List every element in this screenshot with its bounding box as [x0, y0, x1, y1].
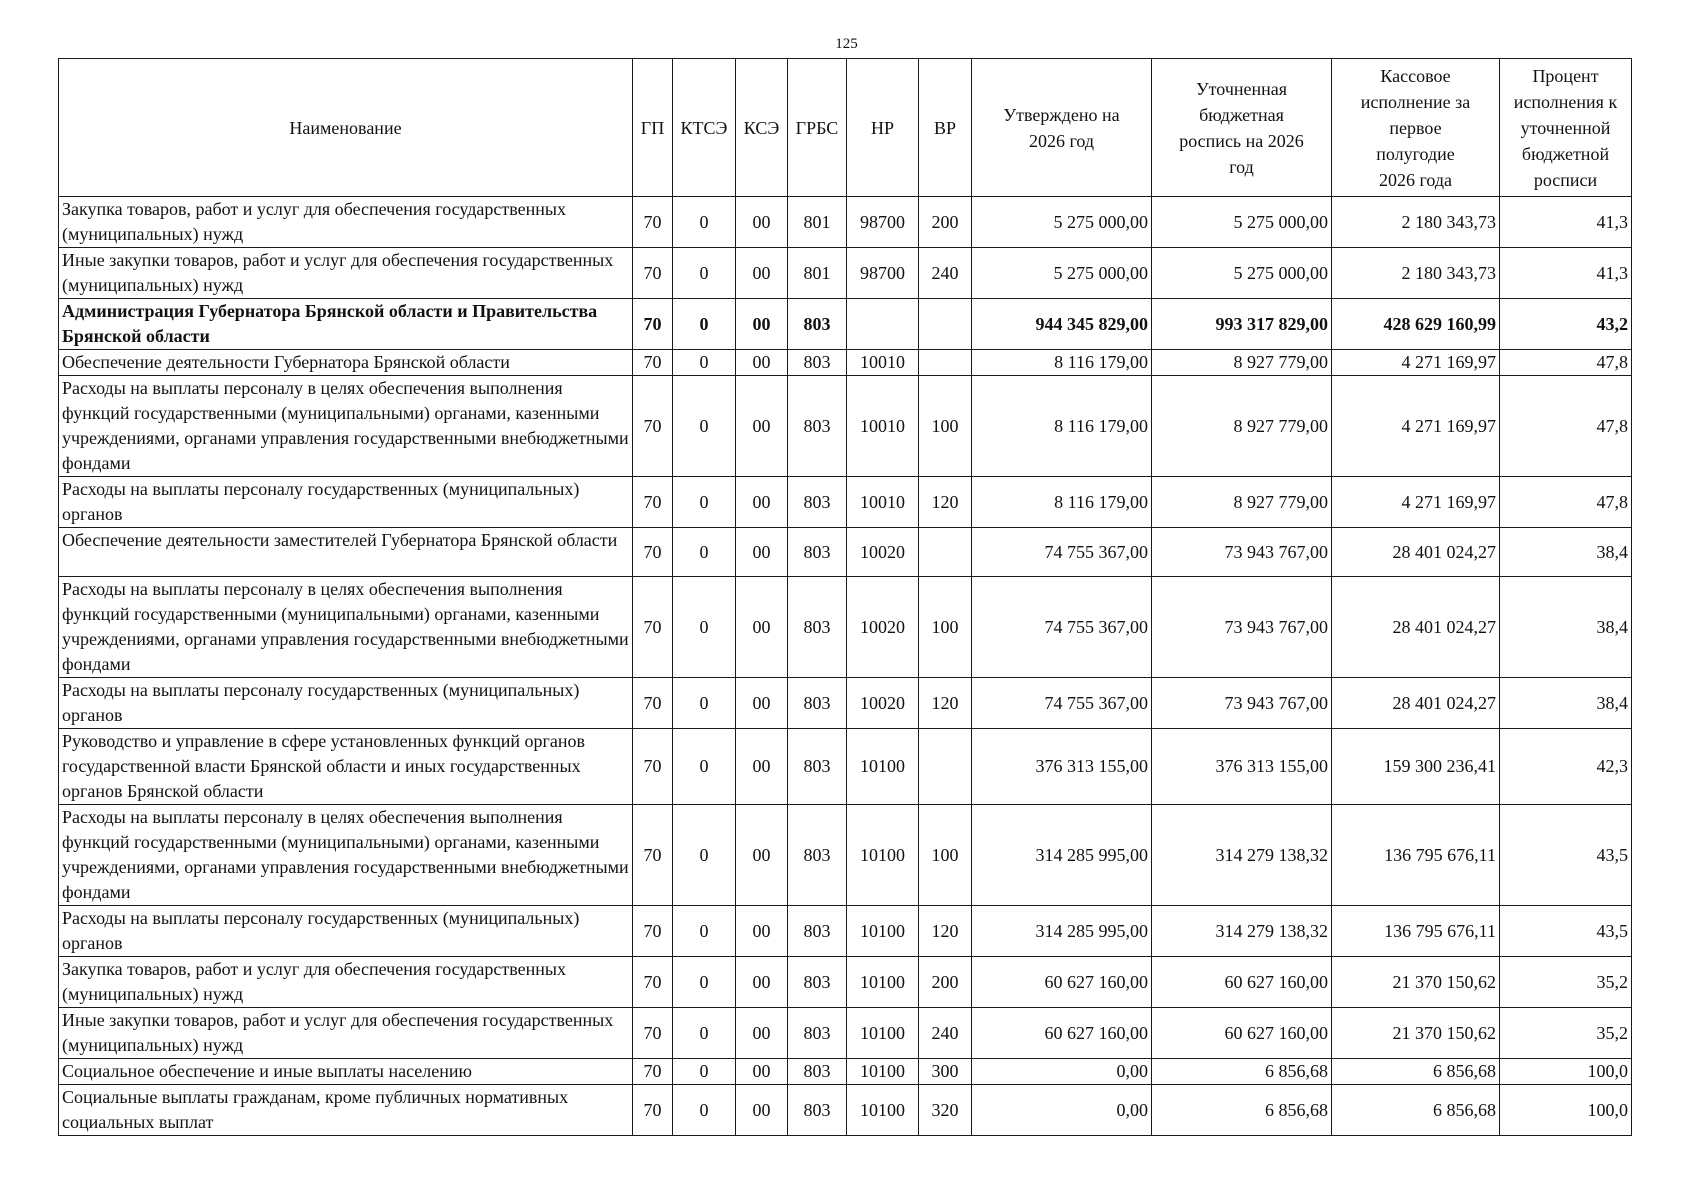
cell-refined: 8 927 779,00: [1152, 477, 1332, 528]
cell-grbs: 803: [788, 299, 847, 350]
cell-kse: 00: [736, 678, 788, 729]
table-row: [59, 197, 1632, 248]
cell-approved: 74 755 367,00: [972, 678, 1152, 729]
page-number: 125: [835, 36, 858, 52]
cell-vr: 320: [919, 1085, 972, 1136]
cell-nr: 10020: [847, 528, 919, 577]
cell-kse: 00: [736, 957, 788, 1008]
cell-cash: 2 180 343,73: [1332, 248, 1500, 299]
cell-grbs: 803: [788, 906, 847, 957]
cell-vr: 200: [919, 957, 972, 1008]
cell-vr: 100: [919, 577, 972, 678]
cell-grbs: 803: [788, 1085, 847, 1136]
table-header: [59, 59, 1632, 197]
cell-name: Закупка товаров, работ и услуг для обеспечения государственных (муниципальных) нужд: [59, 957, 633, 1008]
cell-nr: 10100: [847, 1008, 919, 1059]
cell-kse: 00: [736, 729, 788, 805]
cell-vr: [919, 350, 972, 376]
cell-name: Руководство и управление в сфере установленных функций органов государственной власти Брянской области и иных государственных органов Брянской области: [59, 729, 633, 805]
cell-percent: 38,4: [1500, 577, 1632, 678]
cell-name: Обеспечение деятельности заместителей Губернатора Брянской области: [59, 528, 633, 577]
cell-grbs: 803: [788, 577, 847, 678]
cell-name: Закупка товаров, работ и услуг для обеспечения государственных (муниципальных) нужд: [59, 197, 633, 248]
cell-name: Иные закупки товаров, работ и услуг для обеспечения государственных (муниципальных) нужд: [59, 248, 633, 299]
cell-cash: 28 401 024,27: [1332, 577, 1500, 678]
cell-gp: 70: [633, 197, 673, 248]
cell-refined: 314 279 138,32: [1152, 805, 1332, 906]
cell-gp: 70: [633, 805, 673, 906]
cell-percent: 38,4: [1500, 678, 1632, 729]
cell-grbs: 803: [788, 729, 847, 805]
cell-kse: 00: [736, 1059, 788, 1085]
cell-kse: 00: [736, 477, 788, 528]
cell-grbs: 801: [788, 197, 847, 248]
cell-approved: 74 755 367,00: [972, 528, 1152, 577]
cell-cash: 159 300 236,41: [1332, 729, 1500, 805]
cell-approved: 8 116 179,00: [972, 376, 1152, 477]
cell-cash: 6 856,68: [1332, 1059, 1500, 1085]
cell-kse: 00: [736, 906, 788, 957]
cell-vr: 120: [919, 678, 972, 729]
cell-gp: 70: [633, 299, 673, 350]
cell-cash: 136 795 676,11: [1332, 805, 1500, 906]
cell-nr: 10100: [847, 1085, 919, 1136]
cell-nr: 10020: [847, 577, 919, 678]
cell-percent: 41,3: [1500, 197, 1632, 248]
cell-gp: 70: [633, 528, 673, 577]
cell-ktse: 0: [673, 248, 736, 299]
cell-refined: 5 275 000,00: [1152, 197, 1332, 248]
table-row: [59, 1059, 1632, 1085]
cell-cash: 28 401 024,27: [1332, 528, 1500, 577]
cell-cash: 4 271 169,97: [1332, 376, 1500, 477]
header-grbs: ГРБС: [788, 59, 847, 197]
cell-kse: 00: [736, 248, 788, 299]
cell-approved: 60 627 160,00: [972, 957, 1152, 1008]
table-row: [59, 906, 1632, 957]
cell-approved: 376 313 155,00: [972, 729, 1152, 805]
cell-cash: 2 180 343,73: [1332, 197, 1500, 248]
cell-name: Социальные выплаты гражданам, кроме публичных нормативных социальных выплат: [59, 1085, 633, 1136]
cell-gp: 70: [633, 376, 673, 477]
table-row: [59, 1008, 1632, 1059]
cell-approved: 5 275 000,00: [972, 197, 1152, 248]
cell-ktse: 0: [673, 299, 736, 350]
cell-name: Расходы на выплаты персоналу в целях обеспечения выполнения функций государственными (муниципальными) органами, казенными учреждениями, органами управления государственными внебюджетными фондами: [59, 805, 633, 906]
cell-refined: 8 927 779,00: [1152, 376, 1332, 477]
cell-ktse: 0: [673, 197, 736, 248]
cell-grbs: 803: [788, 1059, 847, 1085]
cell-gp: 70: [633, 1008, 673, 1059]
cell-approved: 8 116 179,00: [972, 477, 1152, 528]
cell-grbs: 803: [788, 678, 847, 729]
table-row: [59, 528, 1632, 577]
cell-name: Расходы на выплаты персоналу государственных (муниципальных) органов: [59, 678, 633, 729]
cell-approved: 8 116 179,00: [972, 350, 1152, 376]
cell-vr: 200: [919, 197, 972, 248]
cell-percent: 47,8: [1500, 376, 1632, 477]
cell-grbs: 803: [788, 528, 847, 577]
cell-nr: 10020: [847, 678, 919, 729]
cell-cash: 21 370 150,62: [1332, 1008, 1500, 1059]
cell-vr: 120: [919, 906, 972, 957]
cell-cash: 28 401 024,27: [1332, 678, 1500, 729]
table-row: [59, 678, 1632, 729]
cell-kse: 00: [736, 528, 788, 577]
table-row: [59, 805, 1632, 906]
cell-refined: 73 943 767,00: [1152, 577, 1332, 678]
cell-nr: 98700: [847, 197, 919, 248]
cell-kse: 00: [736, 376, 788, 477]
cell-kse: 00: [736, 350, 788, 376]
cell-approved: 60 627 160,00: [972, 1008, 1152, 1059]
cell-ktse: 0: [673, 906, 736, 957]
cell-refined: 73 943 767,00: [1152, 678, 1332, 729]
table-row: [59, 729, 1632, 805]
cell-cash: 428 629 160,99: [1332, 299, 1500, 350]
table-body: [59, 197, 1632, 1136]
header-vr: ВР: [919, 59, 972, 197]
table-row: [59, 957, 1632, 1008]
cell-nr: 10100: [847, 906, 919, 957]
cell-vr: 100: [919, 376, 972, 477]
cell-nr: 10100: [847, 729, 919, 805]
cell-approved: 944 345 829,00: [972, 299, 1152, 350]
cell-percent: 100,0: [1500, 1059, 1632, 1085]
cell-vr: 240: [919, 248, 972, 299]
cell-gp: 70: [633, 729, 673, 805]
cell-name: Иные закупки товаров, работ и услуг для обеспечения государственных (муниципальных) нужд: [59, 1008, 633, 1059]
table-row: [59, 577, 1632, 678]
cell-ktse: 0: [673, 1008, 736, 1059]
cell-refined: 60 627 160,00: [1152, 1008, 1332, 1059]
cell-kse: 00: [736, 299, 788, 350]
cell-grbs: 803: [788, 477, 847, 528]
cell-ktse: 0: [673, 1085, 736, 1136]
cell-ktse: 0: [673, 729, 736, 805]
cell-cash: 6 856,68: [1332, 1085, 1500, 1136]
cell-refined: 6 856,68: [1152, 1059, 1332, 1085]
cell-percent: 41,3: [1500, 248, 1632, 299]
cell-vr: [919, 729, 972, 805]
cell-kse: 00: [736, 805, 788, 906]
cell-ktse: 0: [673, 577, 736, 678]
table-row: [59, 350, 1632, 376]
cell-nr: 10010: [847, 477, 919, 528]
cell-percent: 47,8: [1500, 350, 1632, 376]
cell-cash: 136 795 676,11: [1332, 906, 1500, 957]
cell-nr: 10010: [847, 350, 919, 376]
cell-percent: 35,2: [1500, 957, 1632, 1008]
cell-refined: 993 317 829,00: [1152, 299, 1332, 350]
cell-refined: 376 313 155,00: [1152, 729, 1332, 805]
cell-name: Расходы на выплаты персоналу государственных (муниципальных) органов: [59, 906, 633, 957]
cell-gp: 70: [633, 906, 673, 957]
cell-ktse: 0: [673, 1059, 736, 1085]
cell-percent: 43,5: [1500, 805, 1632, 906]
header-percent: Процент исполнения к уточненной бюджетной росписи: [1500, 59, 1632, 197]
cell-ktse: 0: [673, 350, 736, 376]
cell-percent: 43,2: [1500, 299, 1632, 350]
cell-nr: 10100: [847, 805, 919, 906]
cell-ktse: 0: [673, 376, 736, 477]
cell-refined: 73 943 767,00: [1152, 528, 1332, 577]
cell-nr: 10010: [847, 376, 919, 477]
table-row: [59, 477, 1632, 528]
header-cash: Кассовое исполнение за первое полугодие 2026 года: [1332, 59, 1500, 197]
cell-grbs: 803: [788, 957, 847, 1008]
cell-nr: 10100: [847, 957, 919, 1008]
cell-refined: 6 856,68: [1152, 1085, 1332, 1136]
cell-grbs: 801: [788, 248, 847, 299]
cell-gp: 70: [633, 1085, 673, 1136]
table-row: [59, 248, 1632, 299]
table-row: [59, 1085, 1632, 1136]
cell-ktse: 0: [673, 957, 736, 1008]
cell-name: Социальное обеспечение и иные выплаты населению: [59, 1059, 633, 1085]
header-refined: Уточненная бюджетная роспись на 2026 год: [1152, 59, 1332, 197]
cell-vr: 300: [919, 1059, 972, 1085]
cell-percent: 100,0: [1500, 1085, 1632, 1136]
cell-gp: 70: [633, 957, 673, 1008]
cell-refined: 60 627 160,00: [1152, 957, 1332, 1008]
budget-table: [58, 58, 1632, 1136]
cell-nr: 10100: [847, 1059, 919, 1085]
header-approved: Утверждено на 2026 год: [972, 59, 1152, 197]
cell-grbs: 803: [788, 1008, 847, 1059]
cell-name: Расходы на выплаты персоналу государственных (муниципальных) органов: [59, 477, 633, 528]
cell-percent: 47,8: [1500, 477, 1632, 528]
cell-ktse: 0: [673, 477, 736, 528]
cell-ktse: 0: [673, 528, 736, 577]
cell-approved: 314 285 995,00: [972, 805, 1152, 906]
cell-gp: 70: [633, 248, 673, 299]
cell-name: Администрация Губернатора Брянской области и Правительства Брянской области: [59, 299, 633, 350]
cell-name: Обеспечение деятельности Губернатора Брянской области: [59, 350, 633, 376]
cell-cash: 4 271 169,97: [1332, 350, 1500, 376]
header-gp: ГП: [633, 59, 673, 197]
cell-refined: 8 927 779,00: [1152, 350, 1332, 376]
cell-approved: 0,00: [972, 1059, 1152, 1085]
header-kse: КСЭ: [736, 59, 788, 197]
cell-ktse: 0: [673, 678, 736, 729]
cell-percent: 38,4: [1500, 528, 1632, 577]
cell-percent: 42,3: [1500, 729, 1632, 805]
cell-percent: 43,5: [1500, 906, 1632, 957]
cell-refined: 5 275 000,00: [1152, 248, 1332, 299]
cell-vr: [919, 299, 972, 350]
cell-approved: 5 275 000,00: [972, 248, 1152, 299]
cell-vr: 240: [919, 1008, 972, 1059]
cell-gp: 70: [633, 477, 673, 528]
cell-grbs: 803: [788, 805, 847, 906]
cell-gp: 70: [633, 577, 673, 678]
cell-nr: 98700: [847, 248, 919, 299]
cell-gp: 70: [633, 678, 673, 729]
cell-percent: 35,2: [1500, 1008, 1632, 1059]
table-row: [59, 376, 1632, 477]
cell-refined: 314 279 138,32: [1152, 906, 1332, 957]
cell-cash: 21 370 150,62: [1332, 957, 1500, 1008]
cell-kse: 00: [736, 197, 788, 248]
cell-kse: 00: [736, 1008, 788, 1059]
cell-vr: 100: [919, 805, 972, 906]
cell-vr: 120: [919, 477, 972, 528]
cell-vr: [919, 528, 972, 577]
cell-approved: 0,00: [972, 1085, 1152, 1136]
cell-name: Расходы на выплаты персоналу в целях обеспечения выполнения функций государственными (муниципальными) органами, казенными учреждениями, органами управления государственными внебюджетными фондами: [59, 577, 633, 678]
cell-kse: 00: [736, 577, 788, 678]
cell-name: Расходы на выплаты персоналу в целях обеспечения выполнения функций государственными (муниципальными) органами, казенными учреждениями, органами управления государственными внебюджетными фондами: [59, 376, 633, 477]
table-row: [59, 299, 1632, 350]
header-name: Наименование: [59, 59, 633, 197]
cell-gp: 70: [633, 1059, 673, 1085]
cell-nr: [847, 299, 919, 350]
cell-gp: 70: [633, 350, 673, 376]
cell-approved: 314 285 995,00: [972, 906, 1152, 957]
cell-cash: 4 271 169,97: [1332, 477, 1500, 528]
header-nr: НР: [847, 59, 919, 197]
cell-approved: 74 755 367,00: [972, 577, 1152, 678]
cell-grbs: 803: [788, 376, 847, 477]
header-ktse: КТСЭ: [673, 59, 736, 197]
cell-grbs: 803: [788, 350, 847, 376]
cell-ktse: 0: [673, 805, 736, 906]
cell-kse: 00: [736, 1085, 788, 1136]
